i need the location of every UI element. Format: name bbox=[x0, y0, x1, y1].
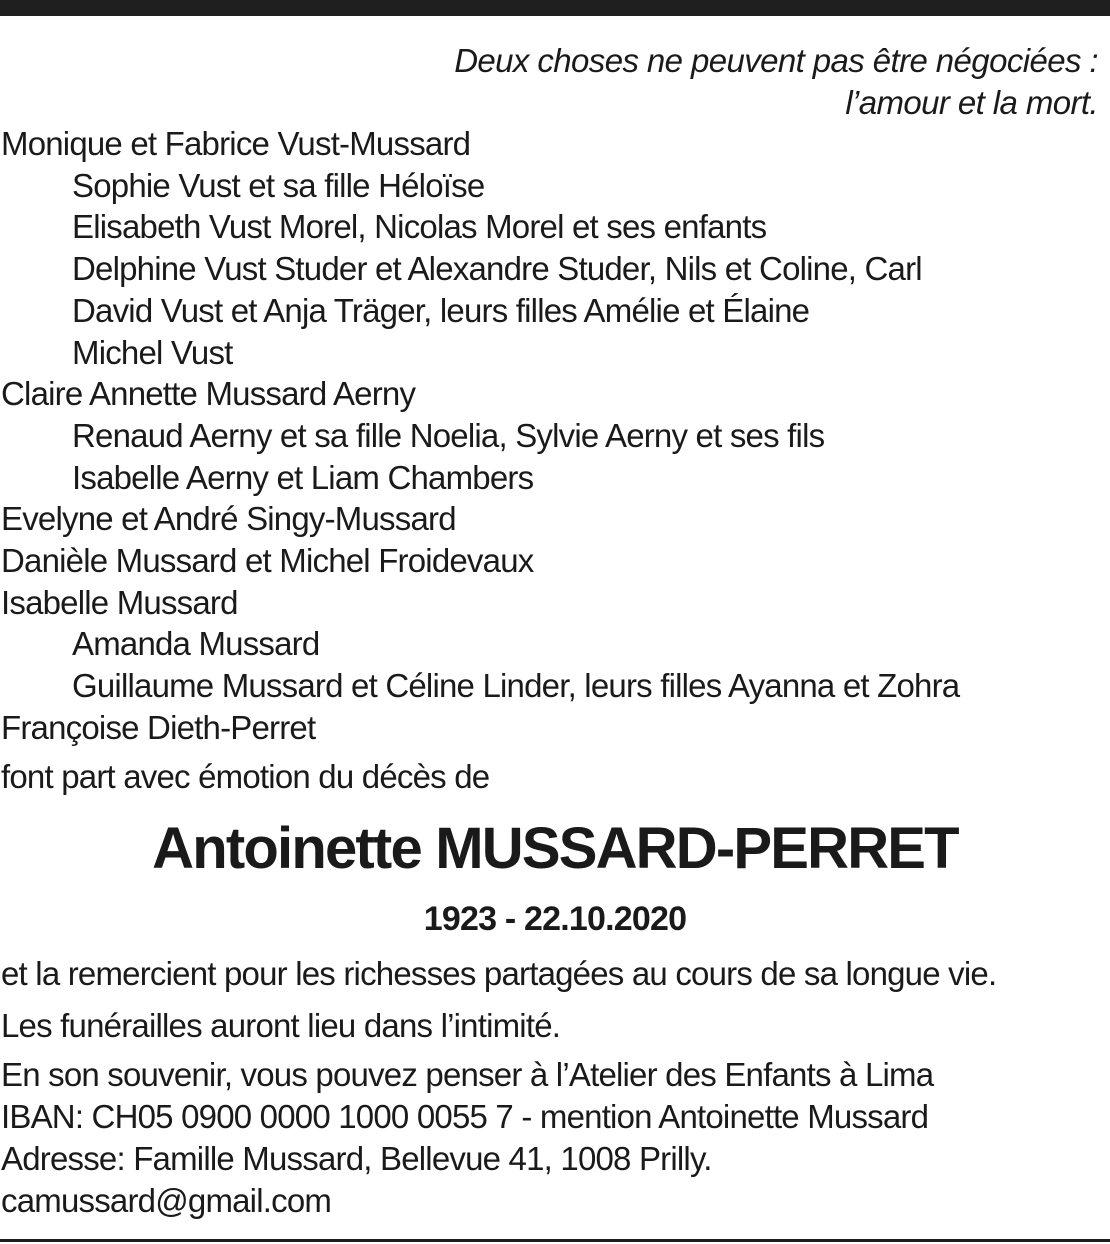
address-text: Adresse: Famille Mussard, Bellevue 41, 1008 Prilly. bbox=[1, 1140, 712, 1177]
family-head-line: Evelyne et André Singy-Mussard bbox=[1, 500, 456, 538]
family-head-line: Françoise Dieth-Perret bbox=[1, 708, 316, 746]
family-head-line: Claire Annette Mussard Aerny bbox=[1, 375, 416, 413]
family-member-line: Delphine Vust Studer et Alexandre Studer, Nils et Coline, Carl bbox=[72, 250, 922, 288]
deceased-dates: 1923 - 22.10.2020 bbox=[423, 900, 687, 938]
family-member-line: Renaud Aerny et sa fille Noelia, Sylvie Aerny et ses fils bbox=[72, 416, 825, 454]
top-rule bbox=[0, 0, 1110, 16]
email-text: camussard@gmail.com bbox=[1, 1182, 332, 1219]
announcement-intro: font part avec émotion du décès de bbox=[1, 758, 490, 795]
bottom-rule bbox=[0, 1239, 1110, 1242]
quote-line-2: l’amour et la mort. bbox=[845, 84, 1098, 121]
family-head-line: Monique et Fabrice Vust-Mussard bbox=[1, 125, 471, 162]
funeral-notice: Les funérailles auront lieu dans l’intimité. bbox=[1, 1007, 561, 1044]
family-member-line: Michel Vust bbox=[72, 333, 233, 371]
family-member-line: David Vust et Anja Träger, leurs filles Amélie et Élaine bbox=[72, 291, 810, 329]
donation-block bbox=[1, 1054, 1106, 1222]
family-member-line: Elisabeth Vust Morel, Nicolas Morel et ses enfants bbox=[72, 208, 767, 246]
family-member-line: Amanda Mussard bbox=[72, 625, 320, 663]
family-head-line: Isabelle Mussard bbox=[1, 583, 238, 621]
thanks-text: et la remercient pour les richesses partagées au cours de sa longue vie. bbox=[1, 955, 997, 992]
deceased-name: Antoinette MUSSARD-PERRET bbox=[152, 816, 958, 881]
family-member-line: Isabelle Aerny et Liam Chambers bbox=[72, 458, 534, 496]
quote-line-1: Deux choses ne peuvent pas être négociées : bbox=[454, 42, 1098, 79]
iban-text: IBAN: CH05 0900 0000 1000 0055 7 - mention Antoinette Mussard bbox=[1, 1098, 929, 1135]
epigraph-quote bbox=[298, 40, 1098, 124]
donation-text: En son souvenir, vous pouvez penser à l’Atelier des Enfants à Lima bbox=[1, 1056, 934, 1093]
family-member-line: Guillaume Mussard et Céline Linder, leurs filles Ayanna et Zohra bbox=[72, 667, 960, 705]
family-head-line: Danièle Mussard et Michel Froidevaux bbox=[1, 542, 534, 580]
family-list bbox=[1, 123, 1106, 749]
family-member-line: Sophie Vust et sa fille Héloïse bbox=[72, 166, 485, 204]
